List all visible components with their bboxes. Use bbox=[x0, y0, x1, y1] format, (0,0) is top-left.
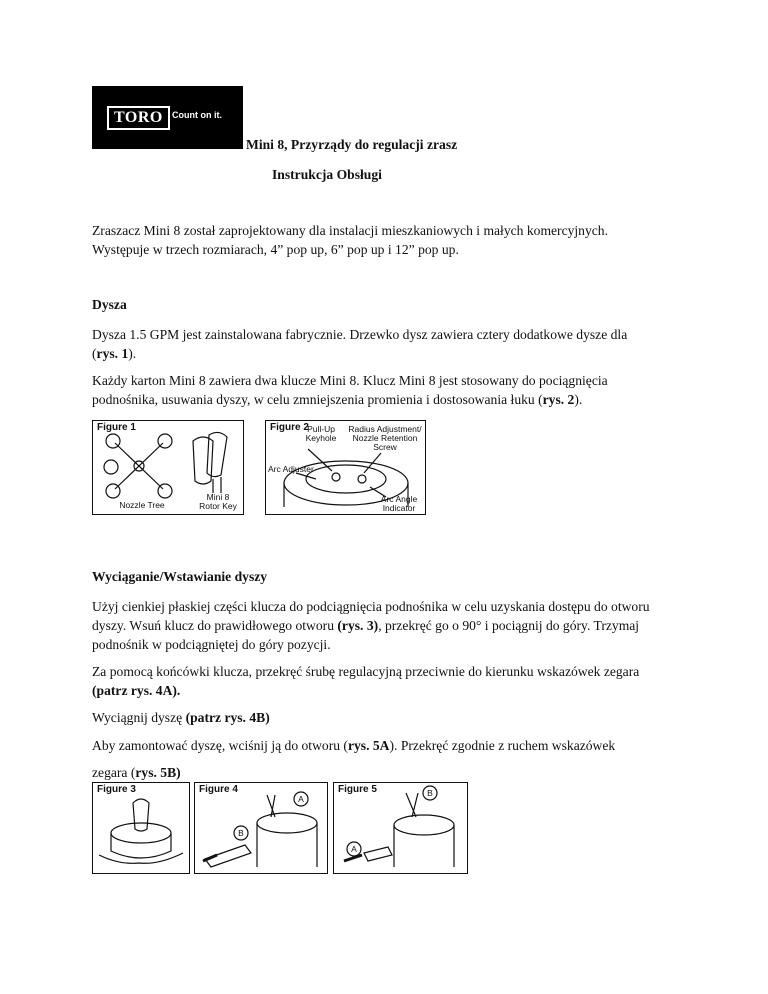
figure-2-sprinkler-head bbox=[265, 420, 426, 515]
section2-paragraph-5: zegara (rys. 5B) bbox=[92, 765, 181, 780]
section-heading-nozzle: Dysza bbox=[92, 297, 127, 312]
intro-line-1: Zraszacz Mini 8 został zaprojektowany dla instalacji mieszkaniowych i małych komercyjnych. bbox=[92, 223, 609, 238]
section2-paragraph-3: Wyciągnij dyszę (patrz rys. 4B) bbox=[92, 710, 270, 725]
section1-paragraph-1-line-2: (rys. 1). bbox=[92, 346, 137, 361]
figure-1-nozzle-tree bbox=[92, 420, 244, 515]
figure-ref: (patrz rys. 4B) bbox=[185, 710, 270, 725]
section2-paragraph-1-line-2: dyszy. Wsuń klucz do prawidłowego otworu (rys. 3), przekręć go o 90° i pociągnij do góry. Trzymaj bbox=[92, 618, 640, 633]
figure-5-nozzle-install bbox=[333, 782, 468, 874]
document-title: Mini 8, Przyrządy do regulacji zrasz bbox=[246, 137, 458, 152]
arc-adjuster-label: Arc Adjuster bbox=[268, 464, 314, 474]
figure-4-marker-a: A bbox=[298, 794, 304, 804]
figure-ref: rys. 2 bbox=[542, 392, 575, 407]
key-insert-drawing bbox=[93, 783, 189, 873]
document-subtitle: Instrukcja Obsługi bbox=[272, 167, 382, 182]
figure-5-marker-b: B bbox=[427, 788, 433, 798]
figure-1-title: Figure 1 bbox=[97, 422, 136, 433]
figure-5-marker-a: A bbox=[351, 844, 357, 854]
logo-brand: TORO bbox=[107, 106, 170, 130]
figure-4-nozzle-removal bbox=[194, 782, 328, 874]
toro-logo bbox=[92, 86, 243, 149]
section2-paragraph-4: Aby zamontować dyszę, wciśnij ją do otworu (rys. 5A). Przekręć zgodnie z ruchem wskazówek bbox=[92, 738, 616, 753]
figure-2-title: Figure 2 bbox=[270, 422, 309, 433]
figure-ref: (rys. 3) bbox=[337, 618, 379, 633]
logo-tagline: Count on it. bbox=[172, 110, 222, 120]
section1-paragraph-2-line-2: podnośnika, usuwania dyszy, w celu zmniejszenia promienia i dostosowania łuku (rys. 2). bbox=[92, 392, 583, 407]
figure-ref: rys. 5B) bbox=[135, 765, 181, 780]
rotor-key-label: Mini 8 Rotor Key bbox=[199, 492, 237, 511]
radius-adjustment-label: Radius Adjustment/ Nozzle Retention Screw bbox=[348, 424, 422, 452]
figure-3-key-insert bbox=[92, 782, 190, 874]
arc-angle-indicator-label: Arc Angle Indicator bbox=[380, 494, 418, 513]
section1-paragraph-1-line-1: Dysza 1.5 GPM jest zainstalowana fabrycznie. Drzewko dysz zawiera cztery dodatkowe dysze dla bbox=[92, 327, 628, 342]
section2-paragraph-2-line-1: Za pomocą końcówki klucza, przekręć śrubę regulacyjną przeciwnie do kierunku wskazówek zegara bbox=[92, 664, 640, 679]
nozzle-removal-drawing bbox=[195, 783, 327, 873]
figure-3-title: Figure 3 bbox=[97, 784, 136, 795]
figure-ref: rys. 5A bbox=[347, 738, 390, 753]
section-heading-removal: Wyciąganie/Wstawianie dyszy bbox=[92, 569, 268, 584]
figure-5-title: Figure 5 bbox=[338, 784, 377, 795]
section2-paragraph-1-line-3: podnośnik w podciągniętej do góry pozycji. bbox=[92, 637, 331, 652]
pull-up-keyhole-label: Pull-Up Keyhole bbox=[305, 424, 337, 443]
figure-4-marker-b: B bbox=[238, 828, 244, 838]
figure-ref: rys. 1 bbox=[96, 346, 129, 361]
nozzle-tree-label: Nozzle Tree bbox=[119, 500, 165, 510]
section1-paragraph-2-line-1: Każdy karton Mini 8 zawiera dwa klucze Mini 8. Klucz Mini 8 jest stosowany do pociągnięcia bbox=[92, 373, 608, 388]
section2-paragraph-1-line-1: Użyj cienkiej płaskiej części klucza do podciągnięcia podnośnika w celu uzyskania dostępu do otworu bbox=[92, 599, 650, 614]
intro-line-2: Występuje w trzech rozmiarach, 4” pop up, 6” pop up i 12” pop up. bbox=[92, 242, 459, 257]
nozzle-install-drawing bbox=[334, 783, 467, 873]
section2-paragraph-2-ref: (patrz rys. 4A). bbox=[92, 683, 181, 698]
figure-4-title: Figure 4 bbox=[199, 784, 238, 795]
